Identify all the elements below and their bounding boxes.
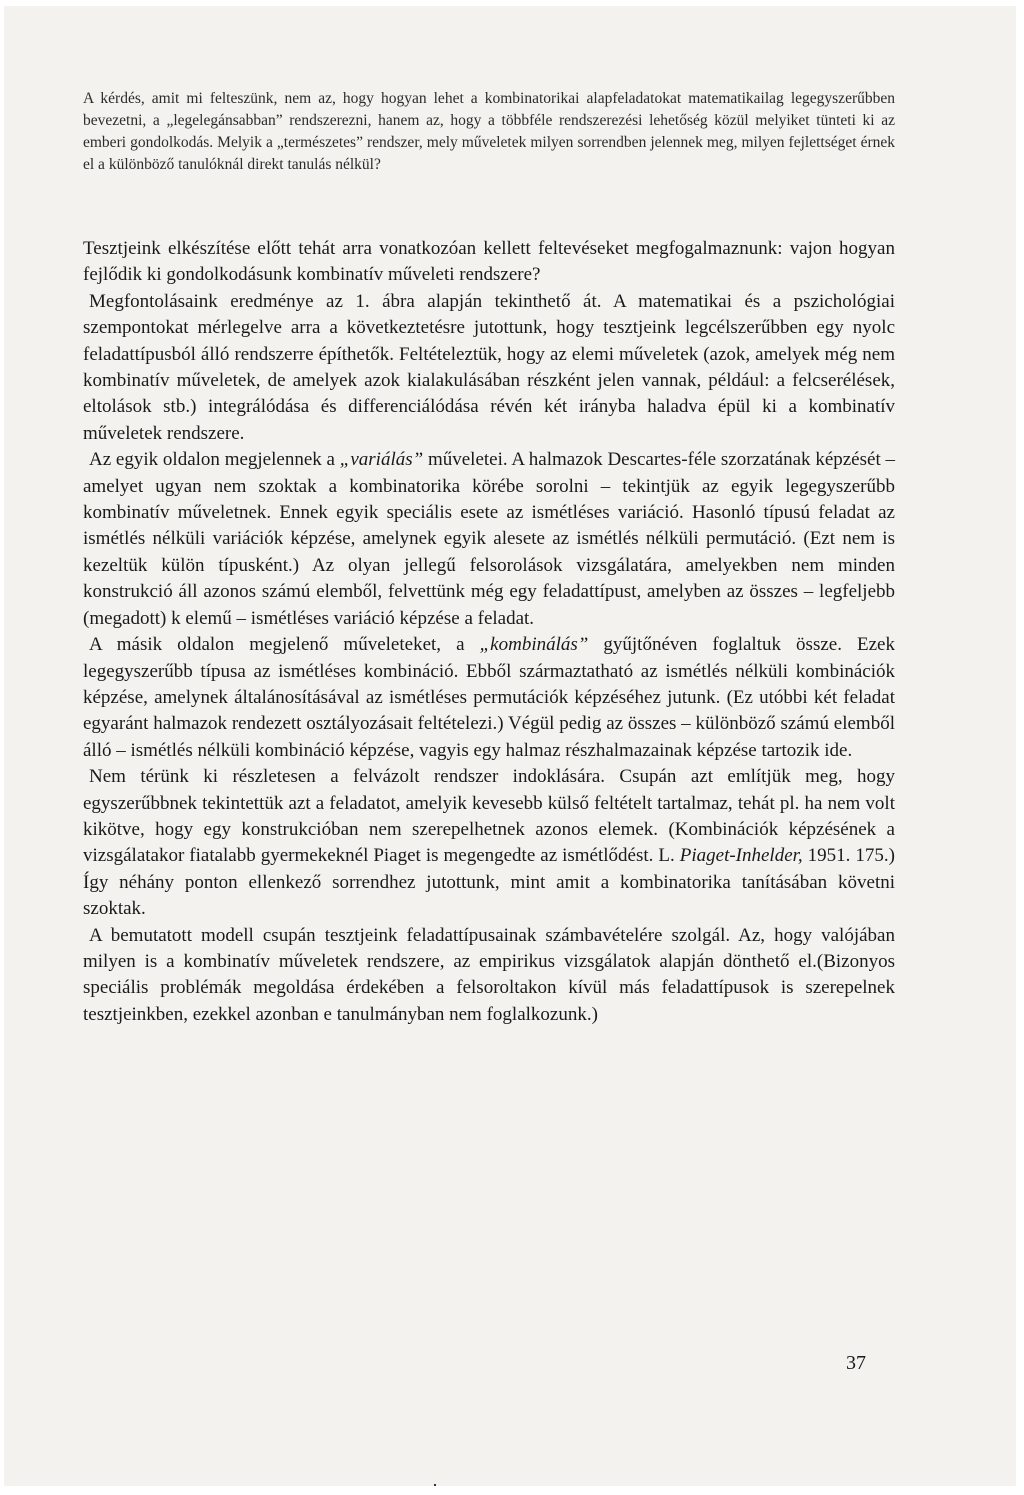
paragraph-5-emphasis: Piaget-Inhelder, xyxy=(679,845,803,867)
main-body xyxy=(83,236,895,1028)
paragraph-6: A bemutatott modell csupán tesztjeink feladattípusainak számbavételére szolgál. Az, hogy valójában milyen is a kombinatív műveletek rendszere, az empirikus vizsgálatok alapján dönthető el.(Bizonyos speciális problémák megoldása érdekében a felsoroltakon kívül más feladattípusok is szerepelnek tesztjeinkben, ezekkel azonban e tanulmányban nem foglalkozunk.) xyxy=(83,924,895,1025)
paragraph-3 xyxy=(83,447,895,632)
paragraph-5-pre: Nem térünk ki részletesen a felvázolt rendszer indoklására. Csupán azt említjük meg, hogy egyszerűbbnek tekintettük azt a feladatot, amelyik kevesebb külső feltételt tartalmaz, tehát pl. ha nem volt kikötve, hogy egy konstrukcióban nem szerepelhetnek azonos elemek. (Kombinációk képzésének a vizsgálatakor fiatalabb gyermekeknél Piaget is megengedte az ismétlődést. L. xyxy=(83,766,895,867)
intro-paragraph: A kérdés, amit mi felteszünk, nem az, hogy hogyan lehet a kombinatorikai alapfeladatokat matematikailag legegyszerűbben bevezetni, a „legelegánsabban” rendszerezni, hanem az, hogy a többféle rendszerezési lehetőség közül melyiket tünteti ki az emberi gondolkodás. Melyik a „természetes” rendszer, mely műveletek milyen sorrendben jelennek meg, milyen fejlettséget érnek el a különböző tanulóknál direkt tanulás nélkül? xyxy=(83,90,895,173)
scanned-page xyxy=(4,6,1016,1486)
paragraph-3-post: műveletei. A halmazok Descartes-féle szorzatának képzését – amelyet ugyan nem szoktak a kombinatorika körébe sorolni – tekintjük az egyik legegyszerűbb kombinatív műveletnek. Ennek egyik speciális esete az ismétléses variáció. Hasonló típusú feladat az ismétlés nélküli variációk képzése, amelynek egyik alesete az ismétlés nélküli permutáció. (Ezt nem is kezeltük külön típusként.) Az olyan jellegű felsorolások vizsgálatára, amelyekben nem minden konstrukció áll azonos számú elemből, felvettünk még egy feladattípust, amelyben az összes – legfeljebb (megadott) k elemű – ismétléses variáció képzése a feladat. xyxy=(83,449,896,629)
paragraph-4-post: gyűjtőnéven foglaltuk össze. Ezek legegyszerűbb típusa az ismétléses kombináció. Ebből származtatható az ismétlés nélküli kombinációk képzése, amelynek általánosításával az ismétléses permutációk képzéséhez jutunk. (Ez utóbbi két feladat egyaránt halmazok rendezett osztályozásait feltételezi.) Végül pedig az összes – különböző számú elemből álló – ismétlés nélküli kombináció képzése, vagyis egy halmaz részhalmazainak képzése tartozik ide. xyxy=(83,634,895,761)
paragraph-3-emphasis: „variálás” xyxy=(339,449,424,471)
scan-speck xyxy=(434,1484,436,1486)
paragraph-3-pre: Az egyik oldalon megjelennek a xyxy=(89,449,340,471)
paragraph-5-post: 1951. 175.) Így néhány ponton ellenkező sorrendhez jutottunk, mint amit a kombinatorika tanításában követni szoktak. xyxy=(83,845,895,920)
paragraph-2: Megfontolásaink eredménye az 1. ábra alapján tekinthető át. A matematikai és a pszichológiai szempontokat mérlegelve arra a következtetésre jutottunk, hogy tesztjeink legcélszerűbben egy nyolc feladattípusból álló rendszerre építhetők. Feltételeztük, hogy az elemi műveletek (azok, amelyek még nem kombinatív műveletek, de amelyek azok kialakulásában részként jelen vannak, például: a felcserélések, eltolások stb.) integrálódása és differenciálódása révén két irányba haladva épül ki a kombinatív műveletek rendszere. xyxy=(83,290,895,444)
paragraph-5 xyxy=(83,764,895,922)
paragraph-1: Tesztjeink elkészítése előtt tehát arra vonatkozóan kellett feltevéseket megfogalmaznunk: vajon hogyan fejlődik ki gondolkodásunk kombinatív műveleti rendszere? xyxy=(83,238,895,286)
paragraph-4-emphasis: „kombinálás” xyxy=(479,634,589,656)
page-number: 37 xyxy=(846,1352,866,1374)
paragraph-4-pre: A másik oldalon megjelenő műveleteket, a xyxy=(89,634,480,656)
paragraph-4 xyxy=(83,632,895,764)
